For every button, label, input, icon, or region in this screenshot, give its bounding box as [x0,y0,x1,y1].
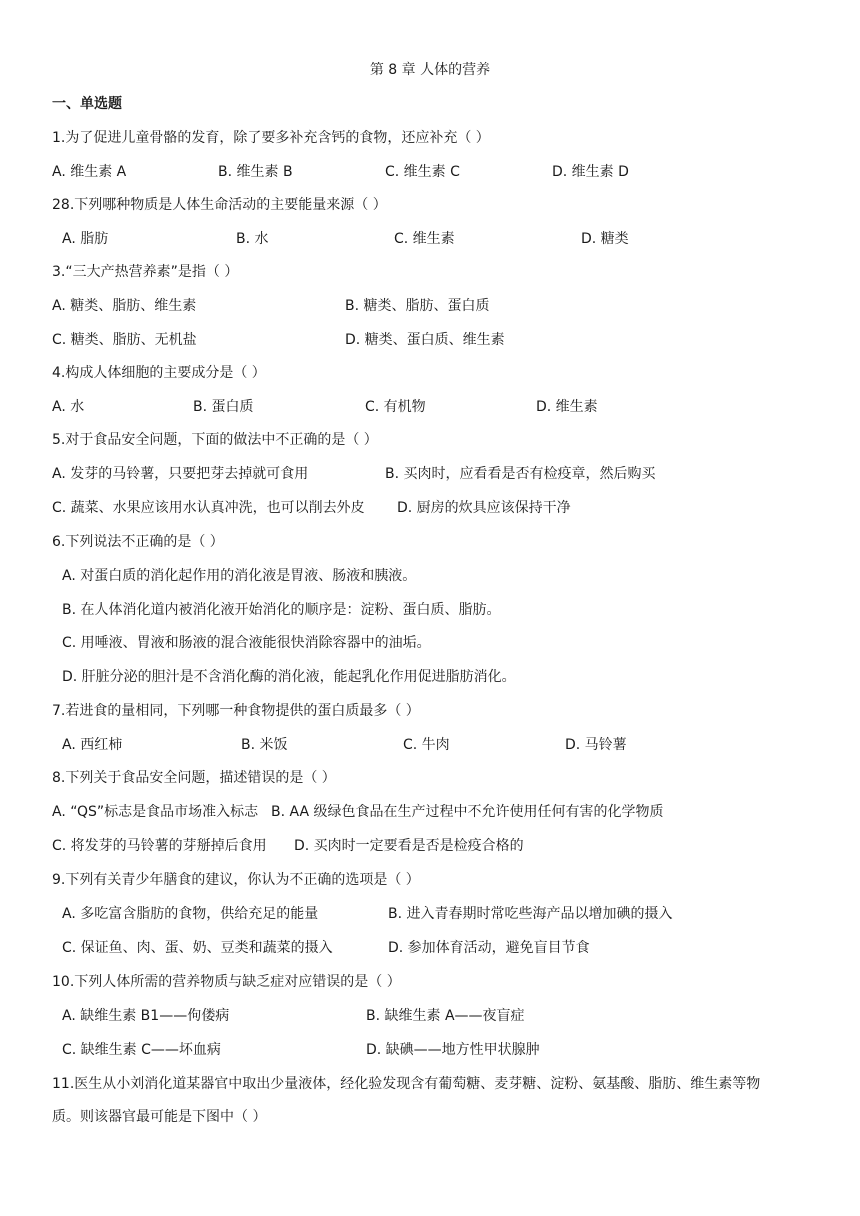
question-stem: 5.对于食品安全问题，下面的做法中不正确的是（ ） [52,432,378,448]
question-stem: 6.下列说法不正确的是（ ） [52,534,224,550]
question-stem: 3.“三大产热营养素”是指（ ） [52,264,239,280]
question-stem: 10.下列人体所需的营养物质与缺乏症对应错误的是（ ） [52,974,401,990]
option-d: D. 马铃薯 [565,737,627,753]
option-d: D. 缺碘——地方性甲状腺肿 [366,1042,540,1058]
option-c: C. 蔬菜、水果应该用水认真冲洗，也可以削去外皮 [52,500,365,516]
option-a: A. 对蛋白质的消化起作用的消化液是胃液、肠液和胰液。 [62,568,417,584]
section-heading: 一、单选题 [52,96,122,112]
question-stem: 4.构成人体细胞的主要成分是（ ） [52,365,266,381]
option-b: B. 蛋白质 [193,399,254,415]
option-d: D. 参加体育活动，避免盲目节食 [388,940,590,956]
option-c: C. 保证鱼、肉、蛋、奶、豆类和蔬菜的摄入 [62,940,333,956]
option-c: C. 有机物 [365,399,426,415]
option-b: B. AA 级绿色食品在生产过程中不允许使用任何有害的化学物质 [271,804,664,820]
question-stem: 8.下列关于食品安全问题，描述错误的是（ ） [52,770,336,786]
option-d: D. 肝脏分泌的胆汁是不含消化酶的消化液，能起乳化作用促进脂肪消化。 [62,669,516,685]
option-c: C. 维生素 C [385,164,460,180]
question-stem: 7.若进食的量相同，下列哪一种食物提供的蛋白质最多（ ） [52,703,420,719]
question-stem-continued: 质。则该器官最可能是下图中（ ） [52,1109,267,1125]
question-stem: 28.下列哪种物质是人体生命活动的主要能量来源（ ） [52,197,387,213]
page-title: 第 8 章 人体的营养 [369,62,491,78]
question-stem: 1.为了促进儿童骨骼的发育，除了要多补充含钙的食物，还应补充（ ） [52,130,490,146]
option-c: C. 将发芽的马铃薯的芽掰掉后食用 [52,838,267,854]
option-c: C. 用唾液、胃液和肠液的混合液能很快消除容器中的油垢。 [62,635,431,651]
option-d: D. 糖类、蛋白质、维生素 [345,332,505,348]
option-a: A. 多吃富含脂肪的食物，供给充足的能量 [62,906,319,922]
option-a: A. 维生素 A [52,164,127,180]
option-b: B. 在人体消化道内被消化液开始消化的顺序是：淀粉、蛋白质、脂肪。 [62,602,501,618]
question-stem: 11.医生从小刘消化道某器官中取出少量液体，经化验发现含有葡萄糖、麦芽糖、淀粉、氨基酸、脂肪、维生素等物 [52,1076,761,1092]
option-b: B. 进入青春期时常吃些海产品以增加碘的摄入 [388,906,673,922]
option-c: C. 糖类、脂肪、无机盐 [52,332,197,348]
option-d: D. 厨房的炊具应该保持干净 [397,500,571,516]
option-d: D. 买肉时一定要看是否是检疫合格的 [294,838,524,854]
option-d: D. 维生素 D [552,164,629,180]
option-c: C. 维生素 [394,231,455,247]
option-d: D. 糖类 [581,231,629,247]
option-b: B. 买肉时，应看看是否有检疫章，然后购买 [385,466,656,482]
option-a: A. 水 [52,399,85,415]
option-c: C. 缺维生素 C——坏血病 [62,1042,221,1058]
option-a: A. 脂肪 [62,231,109,247]
option-a: A. 缺维生素 B1——佝偻病 [62,1008,230,1024]
option-b: B. 米饭 [241,737,288,753]
option-b: B. 缺维生素 A——夜盲症 [366,1008,525,1024]
option-b: B. 糖类、脂肪、蛋白质 [345,298,490,314]
question-stem: 9.下列有关青少年膳食的建议，你认为不正确的选项是（ ） [52,872,420,888]
option-a: A. 糖类、脂肪、维生素 [52,298,197,314]
option-a: A. “QS”标志是食品市场准入标志 [52,804,259,820]
option-a: A. 发芽的马铃薯，只要把芽去掉就可食用 [52,466,309,482]
option-b: B. 维生素 B [218,164,293,180]
option-c: C. 牛肉 [403,737,450,753]
option-d: D. 维生素 [536,399,598,415]
option-b: B. 水 [236,231,269,247]
option-a: A. 西红柿 [62,737,123,753]
